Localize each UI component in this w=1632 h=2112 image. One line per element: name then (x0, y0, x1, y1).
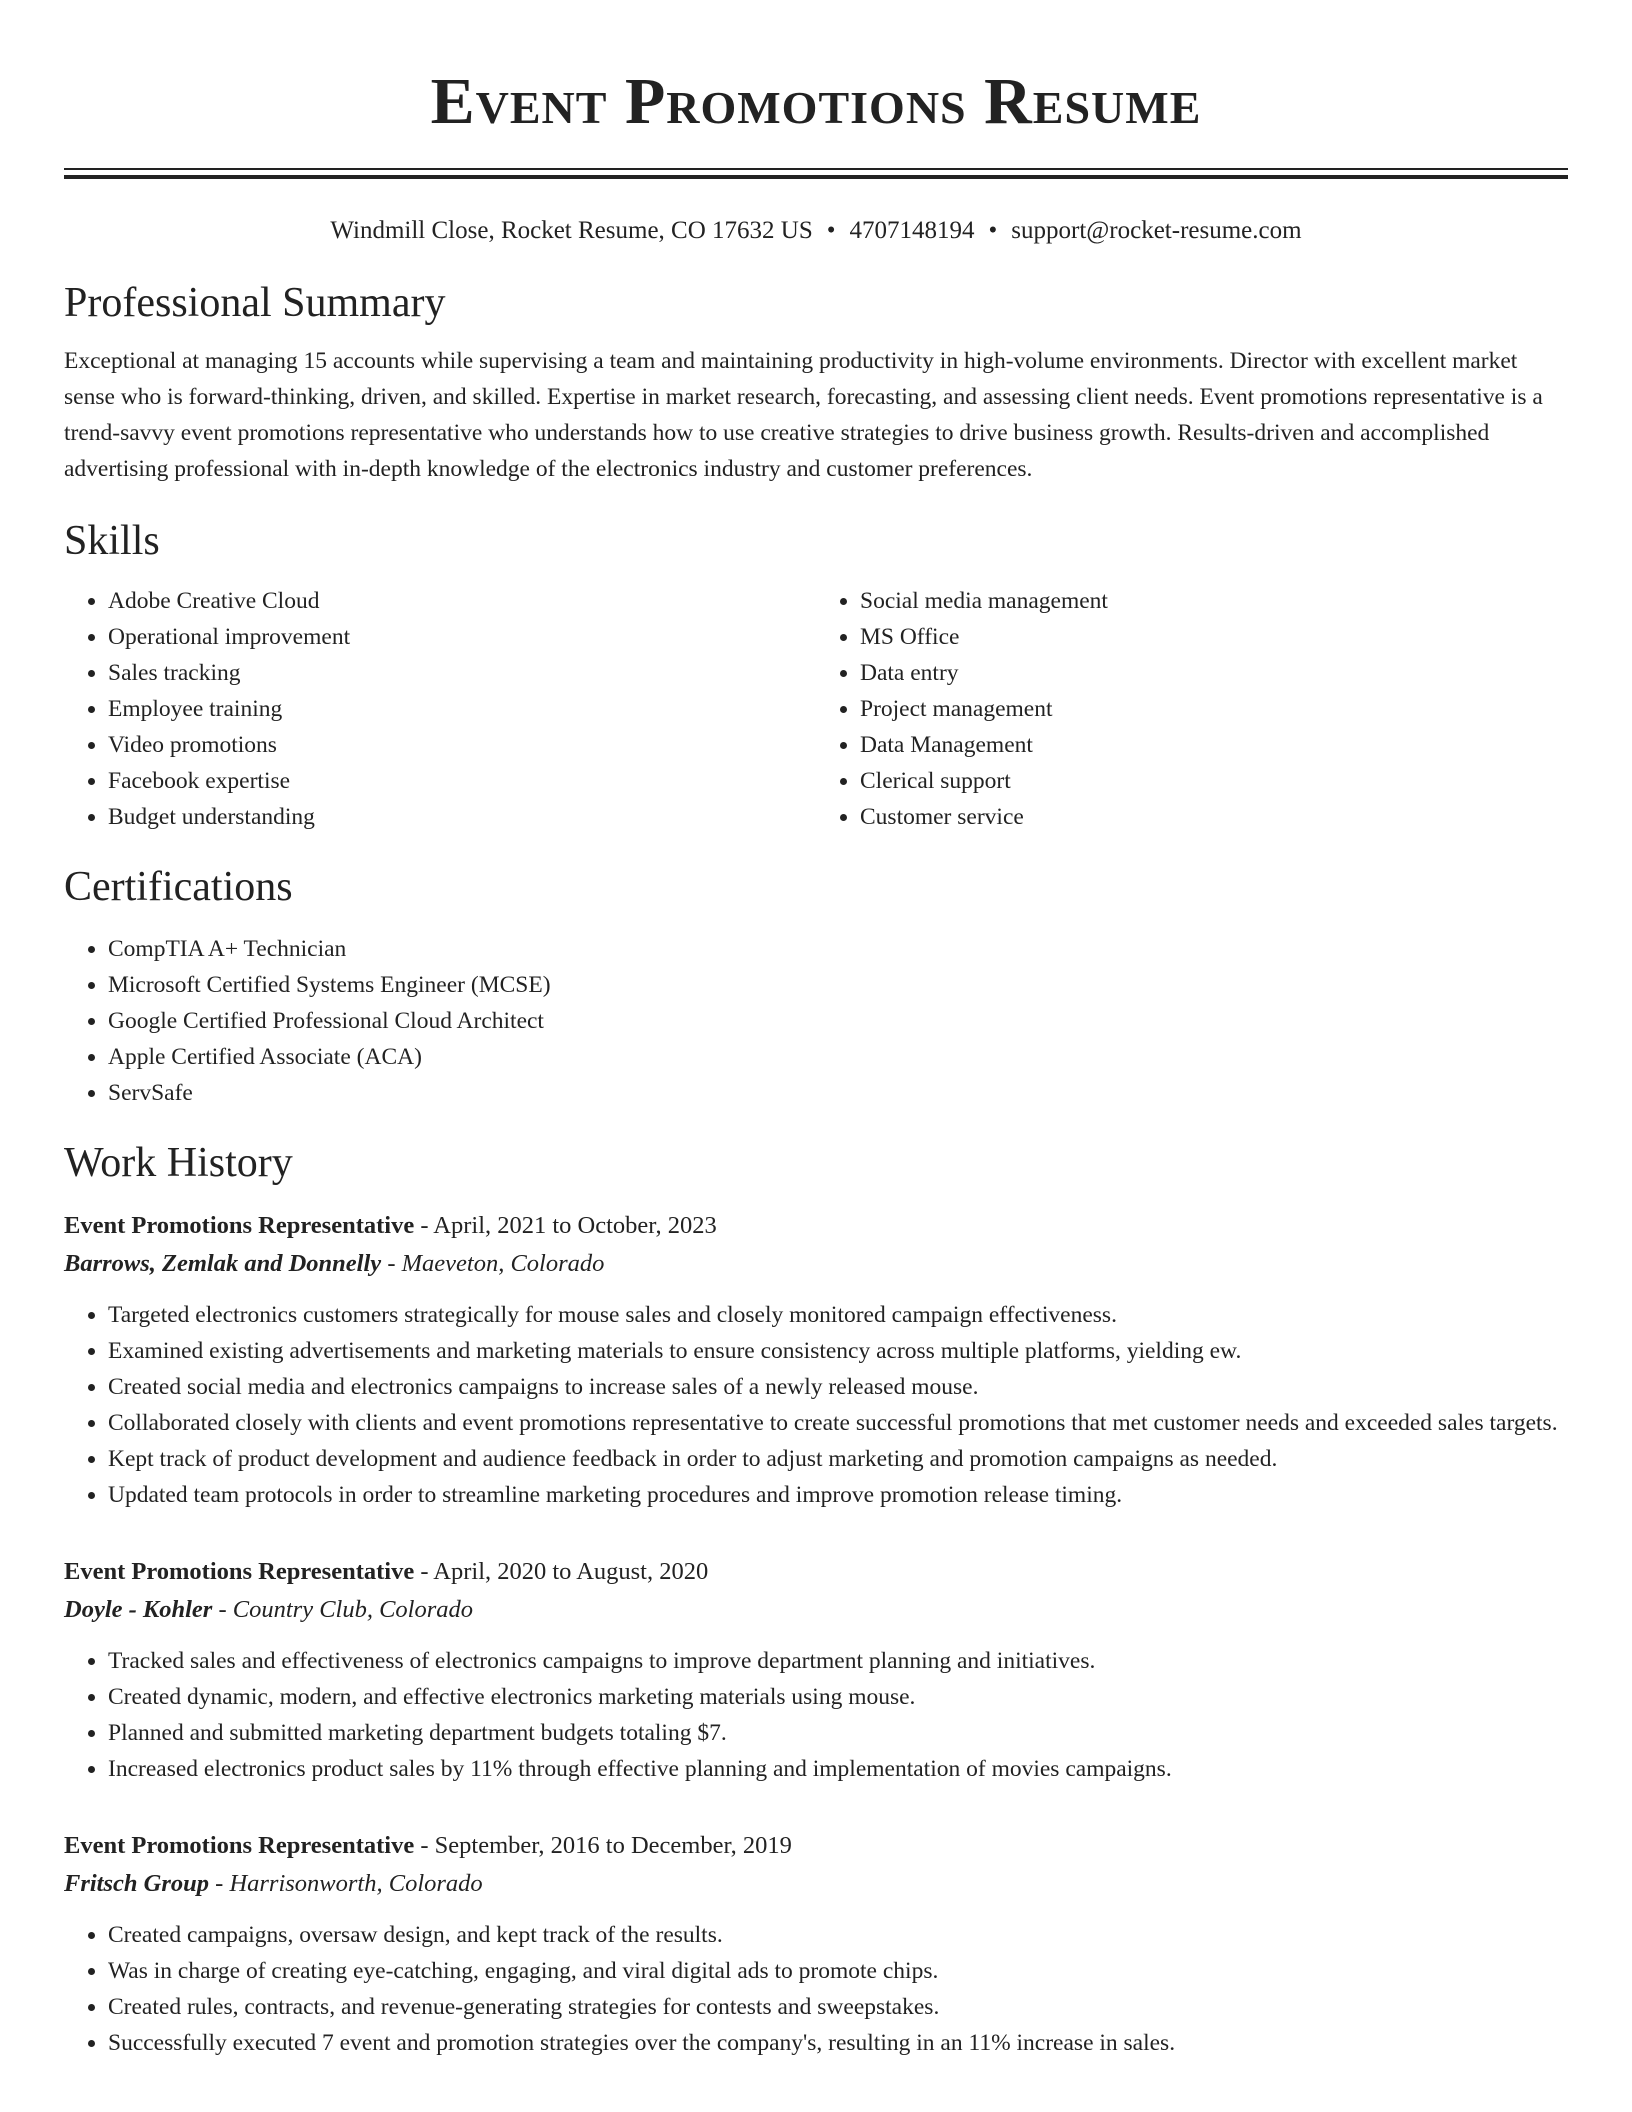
contact-separator: • (988, 217, 998, 244)
job-title-line: Event Promotions Representative - April, 2020 to August, 2020 (64, 1558, 709, 1585)
job-bullet: • Created campaigns, oversaw design, and kept track of the results. (108, 1917, 1568, 1953)
skill-item: • Adobe Creative Cloud (108, 583, 816, 619)
job-company: Doyle - Kohler (64, 1596, 213, 1623)
job-bullets (64, 1297, 1568, 1513)
skills-heading: Skills (64, 518, 160, 564)
certification-item: • Google Certified Professional Cloud Architect (108, 1003, 1568, 1039)
job-bullet: • Created dynamic, modern, and effective electronics marketing materials using mouse. (108, 1679, 1568, 1715)
work-history-heading: Work History (64, 1140, 293, 1186)
job-bullet: • Created rules, contracts, and revenue-generating strategies for contests and sweepstakes. (108, 1989, 1568, 2025)
job-entry (64, 1827, 1568, 2061)
job-location: Country Club, Colorado (232, 1596, 474, 1623)
skill-item: • Data entry (860, 655, 1568, 691)
contact-line (64, 215, 1568, 247)
skill-item: • Clerical support (860, 763, 1568, 799)
skill-item: • Sales tracking (108, 655, 816, 691)
contact-email: support@rocket-resume.com (1011, 217, 1302, 244)
job-bullet: • Increased electronics product sales by 11% through effective planning and implementation of movies campaigns. (108, 1751, 1568, 1787)
job-bullet: • Collaborated closely with clients and event promotions representative to create successful promotions that met customer needs and exceeded sales targets. (108, 1405, 1568, 1441)
skills-list-right (816, 583, 1568, 835)
job-entry (64, 1553, 1568, 1787)
skill-item: • Social media management (860, 583, 1568, 619)
skill-item: • Facebook expertise (108, 763, 816, 799)
job-bullets (64, 1643, 1568, 1787)
job-company: Fritsch Group (64, 1870, 210, 1897)
job-dates: April, 2020 to August, 2020 (433, 1558, 709, 1585)
job-bullet: • Planned and submitted marketing department budgets totaling $7. (108, 1715, 1568, 1751)
contact-separator: • (826, 217, 836, 244)
summary-text: Exceptional at managing 15 accounts while supervising a team and maintaining productivity in high-volume environments. Director with excellent market sense who is forward-thinking, driven, and skilled. Expertise in market research, forecasting, and assessing client needs. Event promotions representative is a trend-savvy event promotions representative who understands how to use creative strategies to drive business growth. Results-driven and accomplished advertising professional with in-depth knowledge of the electronics industry and customer preferences. (64, 348, 1543, 482)
skill-item: • Employee training (108, 691, 816, 727)
job-title-line: Event Promotions Representative - April, 2021 to October, 2023 (64, 1212, 717, 1239)
skills-list-left (64, 583, 816, 835)
job-bullet: • Created social media and electronics campaigns to increase sales of a newly released mouse. (108, 1369, 1568, 1405)
job-bullet: • Examined existing advertisements and marketing materials to ensure consistency across multiple platforms, yielding ew. (108, 1333, 1568, 1369)
job-company-line: Barrows, Zemlak and Donnelly - Maeveton, Colorado (64, 1250, 605, 1277)
resume-title: Event Promotions Resume (430, 65, 1202, 138)
job-location: Maeveton, Colorado (401, 1250, 605, 1277)
job-location: Harrisonworth, Colorado (229, 1870, 483, 1897)
job-company: Barrows, Zemlak and Donnelly (64, 1250, 382, 1277)
resume-page (64, 0, 1568, 2061)
skill-item: • MS Office (860, 619, 1568, 655)
skill-item: • Operational improvement (108, 619, 816, 655)
summary-heading: Professional Summary (64, 280, 446, 326)
job-bullet: • Successfully executed 7 event and promotion strategies over the company's, resulting in an 11% increase in sales. (108, 2025, 1568, 2061)
job-dates: April, 2021 to October, 2023 (433, 1212, 717, 1239)
job-title-line: Event Promotions Representative - September, 2016 to December, 2019 (64, 1832, 792, 1859)
job-title: Event Promotions Representative (64, 1212, 415, 1239)
job-bullet: • Targeted electronics customers strategically for mouse sales and closely monitored campaign effectiveness. (108, 1297, 1568, 1333)
job-company-line: Doyle - Kohler - Country Club, Colorado (64, 1596, 474, 1623)
job-bullets (64, 1917, 1568, 2061)
skill-item: • Customer service (860, 799, 1568, 835)
job-dates: September, 2016 to December, 2019 (434, 1832, 792, 1859)
job-bullet: • Kept track of product development and audience feedback in order to adjust marketing and promotion campaigns as needed. (108, 1441, 1568, 1477)
title-divider (64, 168, 1568, 179)
job-bullet: • Tracked sales and effectiveness of electronics campaigns to improve department planning and initiatives. (108, 1643, 1568, 1679)
job-company-line: Fritsch Group - Harrisonworth, Colorado (64, 1870, 483, 1897)
skill-item: • Budget understanding (108, 799, 816, 835)
job-title: Event Promotions Representative (64, 1558, 415, 1585)
contact-phone: 4707148194 (849, 217, 975, 244)
certification-item: • Microsoft Certified Systems Engineer (MCSE) (108, 967, 1568, 1003)
skill-item: • Project management (860, 691, 1568, 727)
skill-item: • Data Management (860, 727, 1568, 763)
job-title: Event Promotions Representative (64, 1832, 415, 1859)
certification-item: • CompTIA A+ Technician (108, 931, 1568, 967)
job-bullet: • Updated team protocols in order to streamline marketing procedures and improve promotion release timing. (108, 1477, 1568, 1513)
certifications-list (64, 931, 1568, 1111)
skills-columns (64, 583, 1568, 835)
job-bullet: • Was in charge of creating eye-catching, engaging, and viral digital ads to promote chips. (108, 1953, 1568, 1989)
certifications-heading: Certifications (64, 864, 293, 910)
certification-item: • Apple Certified Associate (ACA) (108, 1039, 1568, 1075)
certification-item: • ServSafe (108, 1075, 1568, 1111)
skill-item: • Video promotions (108, 727, 816, 763)
job-entry (64, 1207, 1568, 1513)
contact-address: Windmill Close, Rocket Resume, CO 17632 US (330, 217, 813, 244)
